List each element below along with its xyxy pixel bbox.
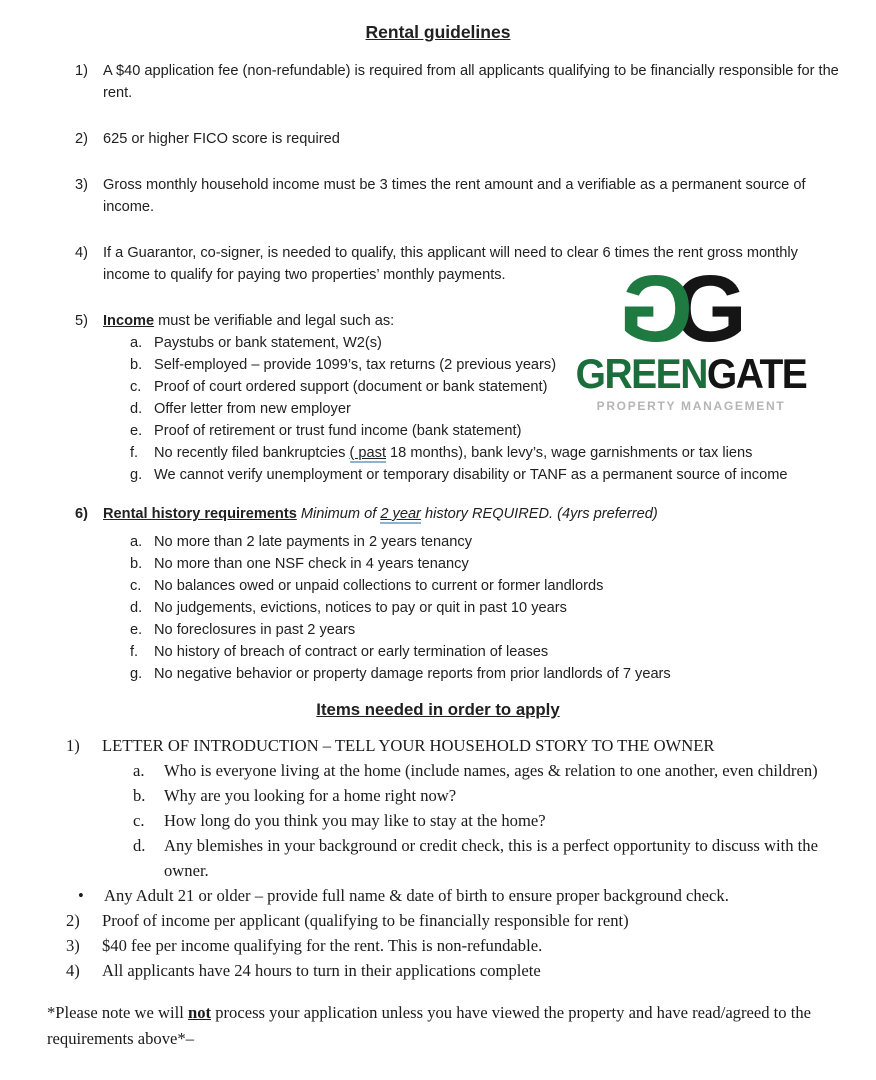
- sub-text: No negative behavior or property damage reports from prior landlords of 7 years: [154, 666, 671, 682]
- sub-marker: e.: [130, 622, 143, 638]
- sub-text: No more than one NSF check in 4 years tenancy: [154, 556, 469, 572]
- sub-text: Proof of retirement or trust fund income (bank statement): [154, 423, 522, 439]
- item-marker: 3): [66, 936, 80, 955]
- sub-text: No foreclosures in past 2 years: [154, 622, 356, 638]
- sub-marker: d.: [130, 600, 143, 616]
- item-text: All applicants have 24 hours to turn in their applications complete: [102, 961, 541, 980]
- apply-item-1: [0, 733, 876, 758]
- history-sub-e: [0, 619, 876, 641]
- sub-marker: d.: [133, 836, 146, 855]
- item-marker: 1): [75, 63, 88, 79]
- items-needed-section: [0, 733, 876, 983]
- sub-marker: a.: [133, 761, 145, 780]
- sub-marker: b.: [130, 357, 143, 373]
- grammar-marked-text: ( past: [349, 445, 386, 461]
- footnote: [0, 1000, 842, 1052]
- item-marker: 3): [75, 177, 88, 193]
- sub-marker: f.: [130, 445, 139, 461]
- item-text: 625 or higher FICO score is required: [103, 131, 340, 147]
- page-title: Rental guidelines: [365, 22, 511, 42]
- sub-marker: d.: [130, 401, 143, 417]
- letter-sub-c: [0, 808, 876, 833]
- sub-text: Why are you looking for a home right now?: [164, 786, 457, 805]
- monogram-g-black: G: [673, 256, 747, 362]
- history-sub-b: [0, 553, 876, 575]
- sub-text-post: 18 months), bank levy’s, wage garnishments or tax liens: [386, 445, 753, 461]
- sub-text: No judgements, evictions, notices to pay or quit in past 10 years: [154, 600, 567, 616]
- guideline-item-2: [0, 128, 876, 150]
- sub-marker: g.: [130, 666, 143, 682]
- sub-text-pre: No recently filed bankruptcies: [154, 445, 350, 461]
- item-text: Gross monthly household income must be 3 times the rent amount and a verifiable as a permanent source of income.: [103, 177, 806, 215]
- sub-marker: c.: [133, 811, 145, 830]
- footnote-pre: *Please note we will: [47, 1003, 189, 1022]
- item-italic-post: history REQUIRED. (4yrs preferred): [420, 506, 658, 522]
- sub-text: No history of breach of contract or early termination of leases: [154, 644, 549, 660]
- item-text: $40 fee per income qualifying for the rent. This is non-refundable.: [102, 936, 543, 955]
- letter-sub-d: [0, 833, 876, 883]
- apply-item-3: [0, 933, 876, 958]
- item-marker: 1): [66, 736, 80, 755]
- gg-monogram-icon: [611, 256, 771, 362]
- item-text: A $40 application fee (non-refundable) is required from all applicants qualifying to be financially responsible for the rent.: [103, 63, 839, 101]
- apply-item-4: [0, 958, 876, 983]
- grammar-marked-text: 2 year: [380, 506, 421, 522]
- history-sub-f: [0, 641, 876, 663]
- item-marker: 2): [66, 911, 80, 930]
- guideline-item-6: [0, 503, 876, 525]
- sub-text: No more than 2 late payments in 2 years tenancy: [154, 534, 472, 550]
- history-sub-a: [0, 531, 876, 553]
- item-marker: 4): [75, 245, 88, 261]
- bullet-icon: •: [78, 886, 84, 905]
- item-marker: 5): [75, 313, 88, 329]
- apply-item-2: [0, 908, 876, 933]
- sub-marker: f.: [130, 644, 139, 660]
- history-sub-c: [0, 575, 876, 597]
- sub-text: Paystubs or bank statement, W2(s): [154, 335, 382, 351]
- history-sub-d: [0, 597, 876, 619]
- sub-marker: b.: [130, 556, 143, 572]
- sub-text: Proof of court ordered support (document or bank statement): [154, 379, 548, 395]
- apply-heading: Items needed in order to apply: [316, 700, 560, 719]
- item-marker: 2): [75, 131, 88, 147]
- letter-sub-a: [0, 758, 876, 783]
- item-text: Proof of income per applicant (qualifying to be financially responsible for rent): [102, 911, 629, 930]
- logo-tagline: PROPERTY MANAGEMENT: [596, 399, 786, 413]
- item-text: LETTER OF INTRODUCTION – TELL YOUR HOUSEHOLD STORY TO THE OWNER: [102, 736, 715, 755]
- sub-text: No balances owed or unpaid collections to current or former landlords: [154, 578, 604, 594]
- history-sub-g: [0, 663, 876, 685]
- sub-text: Offer letter from new employer: [154, 401, 351, 417]
- footnote-not-emphasis: not: [188, 1003, 212, 1022]
- income-sub-g: [0, 464, 876, 486]
- adult-bullet-item: [0, 883, 876, 908]
- monogram-g-green: G: [619, 256, 693, 362]
- sub-text: Any blemishes in your background or credit check, this is a perfect opportunity to discuss with the owner.: [164, 836, 818, 880]
- sub-marker: b.: [133, 786, 146, 805]
- item-marker: 6): [75, 506, 88, 522]
- sub-marker: g.: [130, 467, 143, 483]
- sub-marker: e.: [130, 423, 143, 439]
- item-text-rest: must be verifiable and legal such as:: [154, 313, 395, 329]
- logo-word-green: GREEN: [575, 351, 707, 398]
- sub-marker: c.: [130, 578, 142, 594]
- sub-text: We cannot verify unemployment or temporary disability or TANF as a permanent source of income: [154, 467, 788, 483]
- bullet-text: Any Adult 21 or older – provide full name & date of birth to ensure proper background check.: [104, 886, 729, 905]
- footnote-post: process your application unless you have viewed the property and have read/agreed to the requirements above*–: [47, 1003, 812, 1048]
- sub-marker: c.: [130, 379, 142, 395]
- sub-text: How long do you think you may like to stay at the home?: [164, 811, 546, 830]
- sub-text: Who is everyone living at the home (include names, ages & relation to one another, even children): [164, 761, 818, 780]
- sub-text: Self-employed – provide 1099’s, tax returns (2 previous years): [154, 357, 557, 373]
- income-sub-f: [0, 442, 876, 464]
- letter-sub-b: [0, 783, 876, 808]
- guideline-item-3: [0, 174, 876, 218]
- greengate-logo: [558, 256, 824, 413]
- sub-text: [154, 442, 842, 464]
- logo-word-gate: GATE: [706, 351, 807, 398]
- item-italic-pre: Minimum of: [296, 506, 381, 522]
- rental-history-emphasis: Rental history requirements: [103, 506, 297, 522]
- item-marker: 4): [66, 961, 80, 980]
- sub-marker: a.: [130, 534, 143, 550]
- income-emphasis: Income: [103, 313, 155, 329]
- guideline-item-1: [0, 60, 876, 104]
- item-text: If a Guarantor, co-signer, is needed to qualify, this applicant will need to clear 6 times the rent gross monthly income to qualify for paying two properties’ monthly payments.: [103, 245, 798, 283]
- item-text: [103, 503, 845, 525]
- sub-marker: a.: [130, 335, 143, 351]
- income-sub-e: [0, 420, 876, 442]
